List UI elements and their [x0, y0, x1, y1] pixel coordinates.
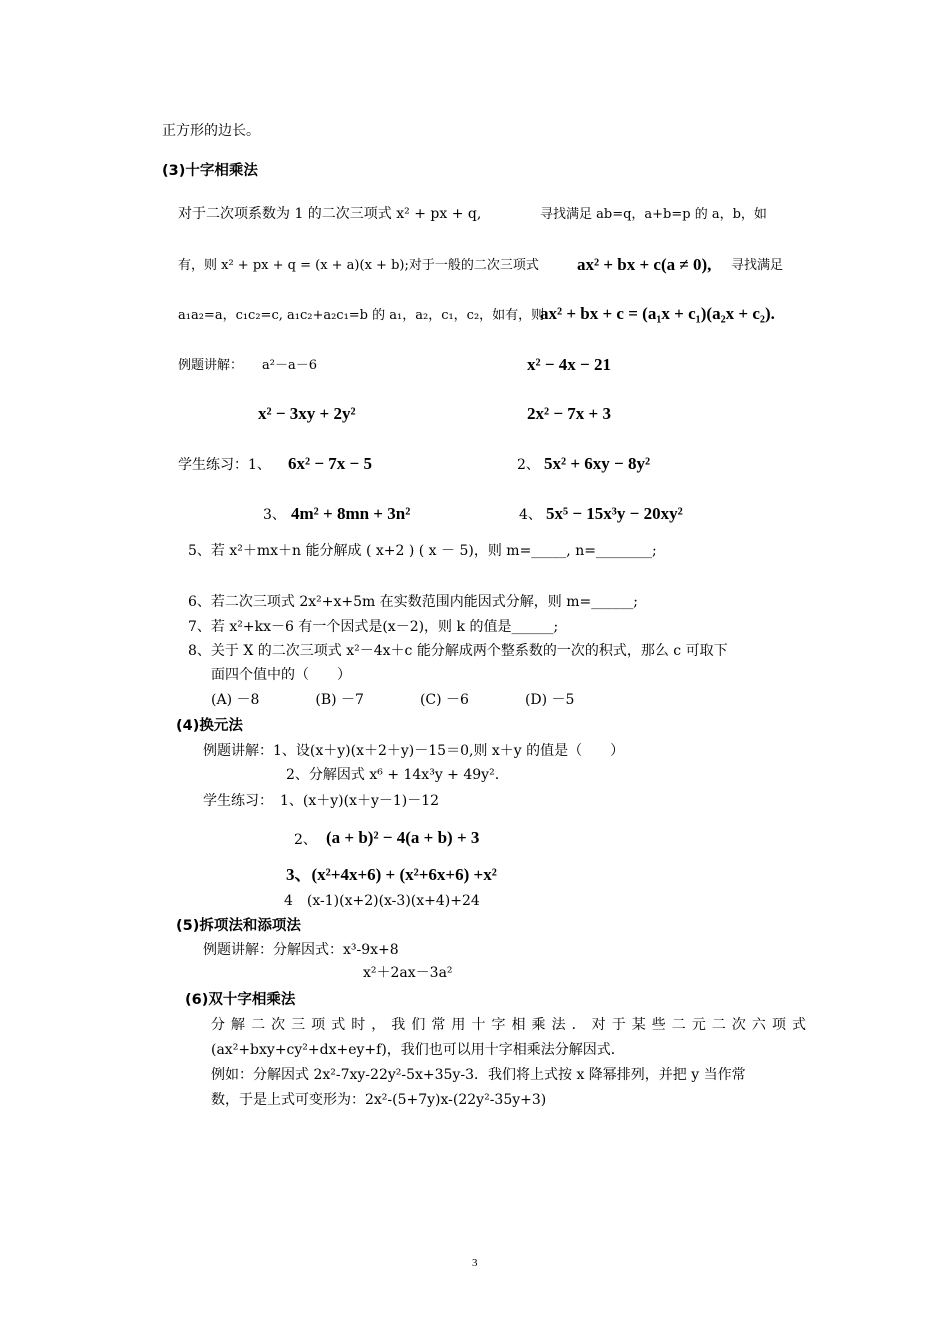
example-label: 例题讲解： [178, 358, 244, 373]
question-6: 6、若二次三项式 2x²+x+5m 在实数范围内能因式分解，则 m=______; [188, 594, 638, 610]
formula: (a + b)² − 4(a + b) + 3 [326, 828, 480, 847]
formula: 4 (x-1)(x+2)(x-3)(x+4)+24 [284, 893, 480, 909]
section-heading-3: (3)十字相乘法 [162, 163, 258, 179]
formula: 3、(x²+4x+6) + (x²+6x+6) +x² [286, 865, 497, 884]
formula: x²＋2ax－3a² [363, 965, 453, 981]
text-line: 例题讲解：1、设(x＋y)(x＋2＋y)－15＝0,则 x＋y 的值是（ ） [203, 743, 625, 759]
text-line: (ax²+bxy+cy²+dx+ey+f)，我们也可以用十字相乘法分解因式． [211, 1042, 625, 1058]
formula: x² − 3xy + 2y² [258, 404, 356, 423]
formula: a²－a－6 [262, 358, 317, 373]
question-5: 5、若 x²＋mx＋n 能分解成 ( x+2 ) ( x － 5)，则 m=_____, n=________; [188, 543, 657, 559]
formula: ax² + bx + c(a ≠ 0), [577, 255, 712, 274]
item-number: 4、 [519, 507, 542, 523]
text-line: 寻找满足 [731, 258, 784, 273]
question-7: 7、若 x²+kx－6 有一个因式是(x－2)，则 k 的值是______; [188, 619, 559, 635]
formula: x² − 4x − 21 [527, 355, 611, 374]
formula: 5x² + 6xy − 8y² [544, 454, 651, 473]
text-line: 对于二次项系数为 1 的二次三项式 x² + px + q, [178, 206, 482, 222]
text-line: 学生练习： 1、(x＋y)(x＋y－1)－12 [203, 793, 440, 809]
text-line: 寻找满足 ab=q，a+b=p 的 a，b，如 [540, 207, 767, 222]
text-line: 2、分解因式 x⁶ + 14x³y + 49y². [286, 767, 500, 783]
item-number: 2、 [294, 832, 317, 848]
text-line: 例如：分解因式 2x²-7xy-22y²-5x+35y-3．我们将上式按 x 降幂排列，并把 y 当作常 [211, 1067, 746, 1083]
question-8-continued: 面四个值中的（ ） [211, 667, 351, 683]
formula: ax² + bx + c = (a₁x + c₁)(a₂x + c₂). [540, 304, 775, 323]
text-line: 有，则 x² + px + q = (x + a)(x + b);对于一般的二次三项式 [178, 258, 539, 273]
formula: 5x⁵ − 15x³y − 20xy² [546, 504, 683, 523]
practice-label: 学生练习：1、 [178, 457, 271, 473]
text-line: 分解二次三项式时，我们常用十字相乘法．对于某些二元二次六项式 [211, 1017, 806, 1033]
text-line: 数，于是上式可变形为：2x²-(5+7y)x-(22y²-35y+3) [211, 1092, 547, 1108]
section-heading-4: (4)换元法 [176, 718, 243, 734]
formula: 6x² − 7x − 5 [288, 454, 372, 473]
page-number: 3 [472, 1257, 478, 1269]
question-8: 8、关于 X 的二次三项式 x²－4x＋c 能分解成两个整系数的一次的积式，那么 c 可取下 [188, 643, 728, 659]
formula: 4m² + 8mn + 3n² [291, 504, 411, 523]
text-line: 例题讲解：分解因式：x³-9x+8 [203, 942, 399, 958]
text-line: 正方形的边长。 [162, 123, 260, 139]
question-8-options: (A) －8 (B) －7 (C) －6 (D) －5 [211, 692, 575, 708]
item-number: 3、 [263, 507, 286, 523]
section-heading-5: (5)拆项法和添项法 [176, 918, 301, 934]
section-heading-6: (6)双十字相乘法 [185, 992, 296, 1008]
formula: 2x² − 7x + 3 [527, 404, 611, 423]
item-number: 2、 [517, 457, 540, 473]
text-line: a₁a₂=a，c₁c₂=c, a₁c₂+a₂c₁=b 的 a₁，a₂，c₁，c₂，如有，则 [178, 308, 545, 323]
